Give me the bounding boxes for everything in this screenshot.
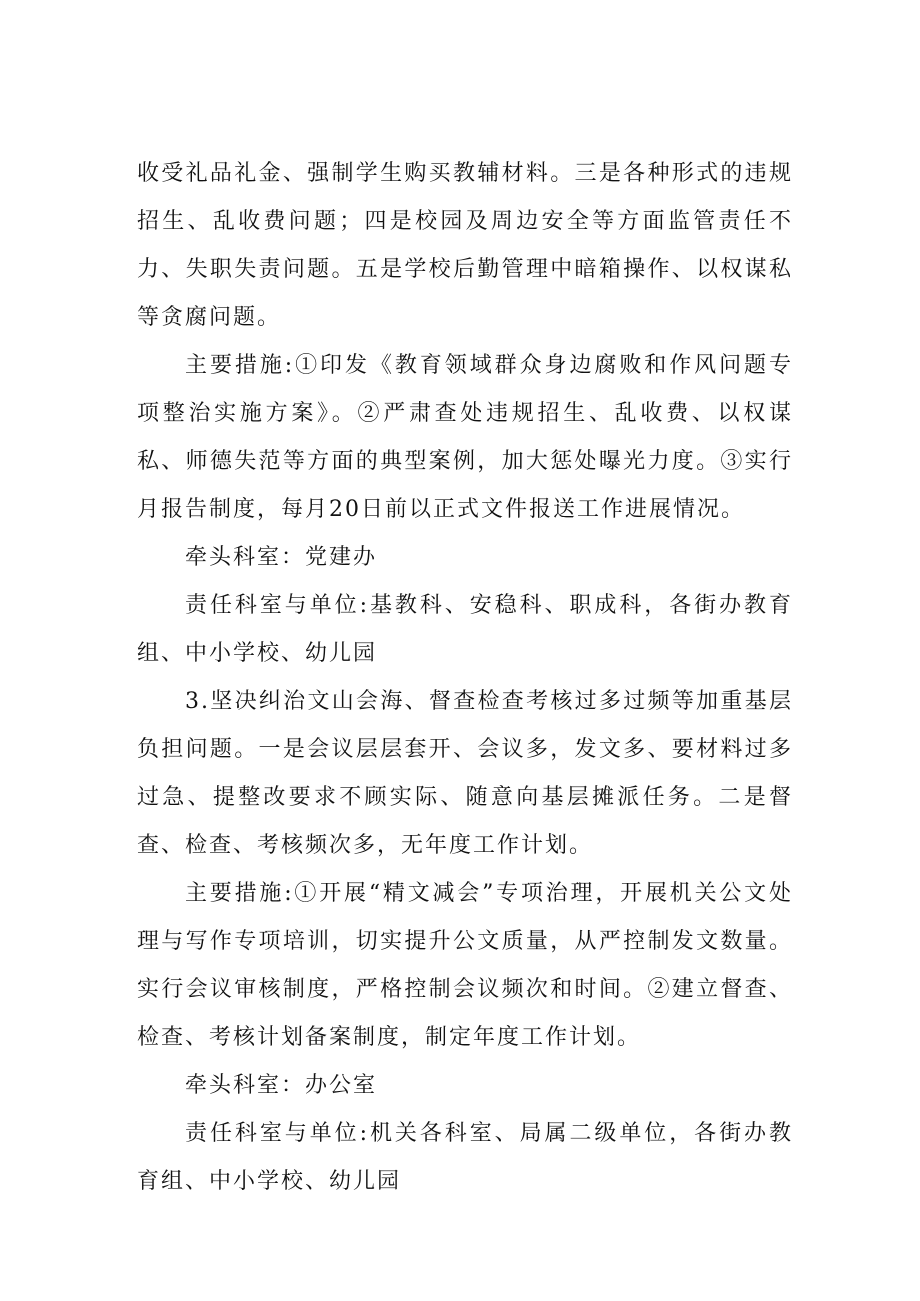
document-body	[137, 150, 793, 1206]
paragraph-responsible-units-1: 责任科室与单位:基教科、安稳科、职成科，各街办教育组、中小学校、幼儿园	[137, 593, 793, 666]
paragraph-responsible-units-2: 责任科室与单位:机关各科室、局属二级单位，各街办教育组、中小学校、幼儿园	[137, 1121, 793, 1194]
paragraph-lead-office-2: 牵头科室：办公室	[185, 1073, 378, 1098]
paragraph-continuation: 收受礼品礼金、强制学生购买教辅材料。三是各种形式的违规招生、乱收费问题；四是校园及周边安全等方面监管责任不力、失职失责问题。五是学校后勤管理中暗箱操作、以权谋私等贪腐问题。	[137, 161, 793, 330]
paragraph-measures-1: 主要措施:①印发《教育领域群众身边腐败和作风问题专项整治实施方案》。②严肃查处违规招生、乱收费、以权谋私、师德失范等方面的典型案例，加大惩处曝光力度。③实行月报告制度，每月20日前以正式文件报送工作进展情况。	[137, 353, 793, 522]
paragraph-item-3: 3.坚决纠治文山会海、督查检查考核过多过频等加重基层负担问题。一是会议层层套开、会议多，发文多、要材料过多过急、提整改要求不顾实际、随意向基层摊派任务。二是督查、检查、考核频次多，无年度工作计划。	[137, 689, 793, 858]
paragraph-measures-2: 主要措施:①开展“精文减会”专项治理，开展机关公文处理与写作专项培训，切实提升公文质量，从严控制发文数量。实行会议审核制度，严格控制会议频次和时间。②建立督查、检查、考核计划备案制度，制定年度工作计划。	[137, 881, 793, 1050]
paragraph-lead-office-1: 牵头科室：党建办	[185, 545, 378, 570]
